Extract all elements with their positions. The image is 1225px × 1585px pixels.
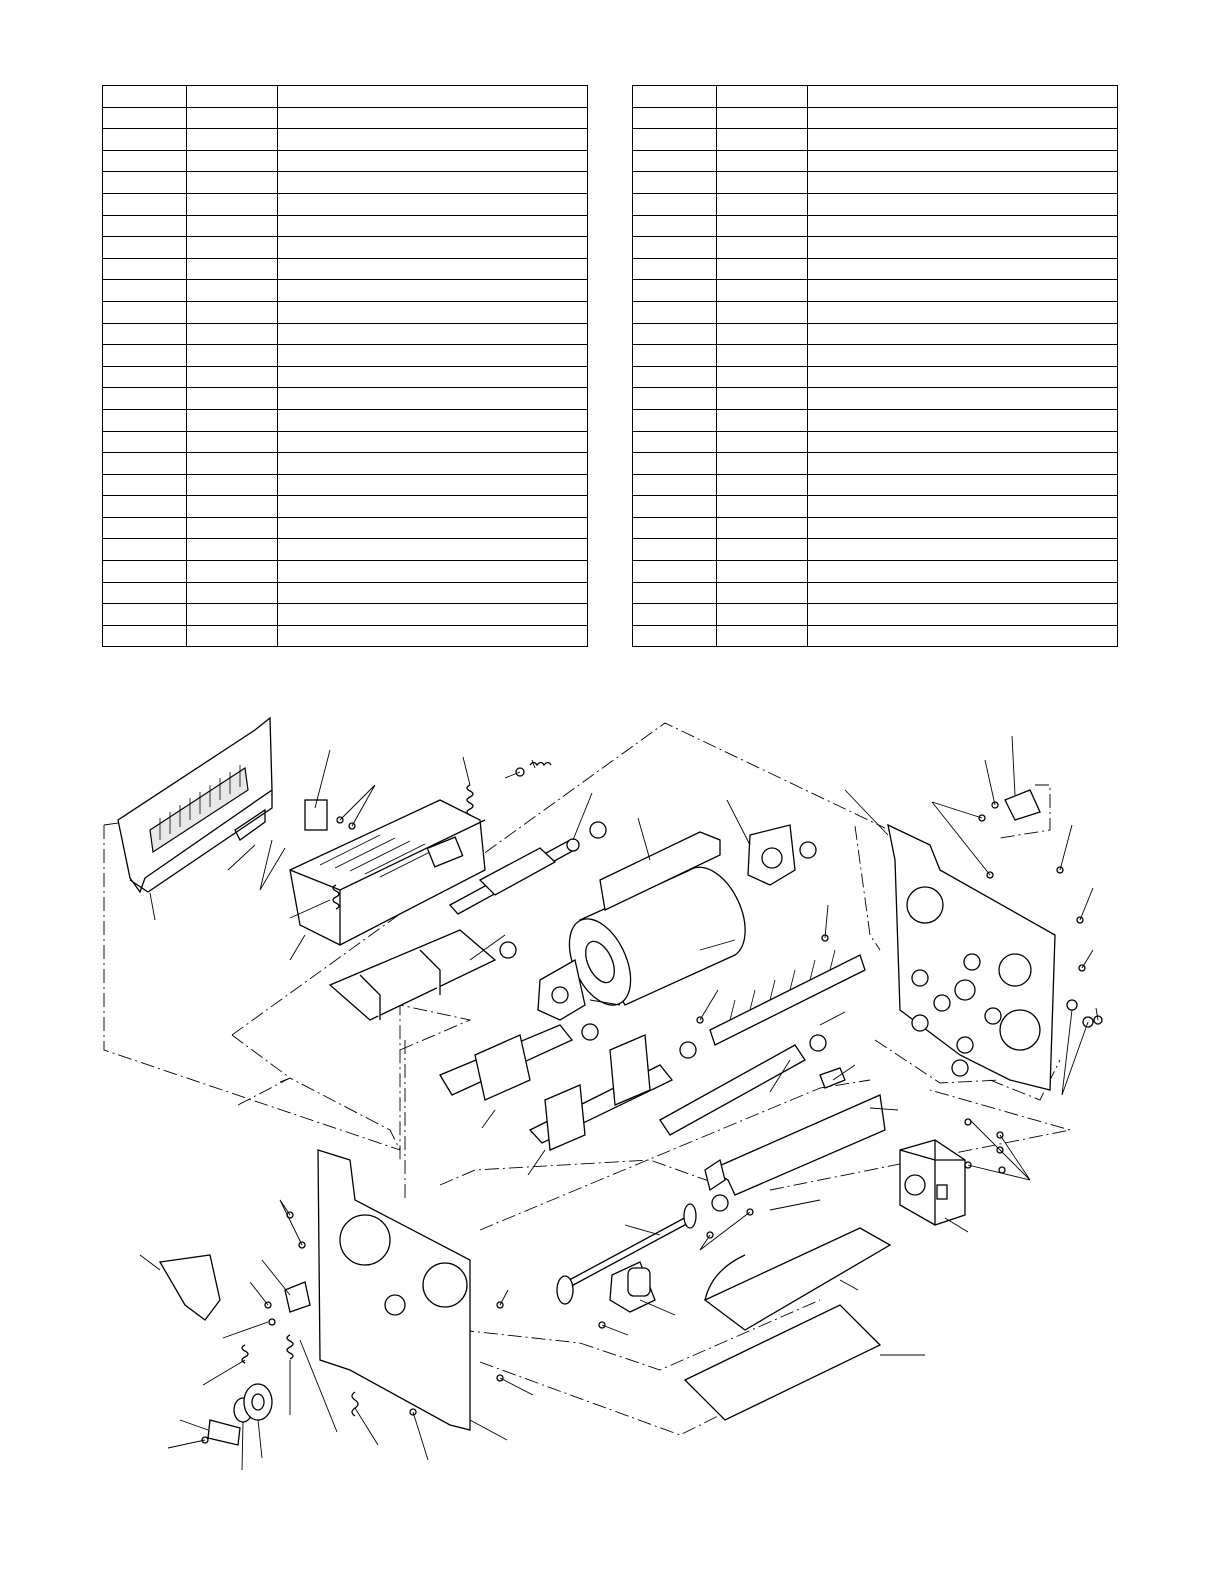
table-cell	[187, 625, 278, 647]
table-cell	[717, 172, 808, 194]
table-cell	[187, 280, 278, 302]
table-cell	[717, 150, 808, 172]
table-cell	[717, 86, 808, 108]
table-row	[633, 107, 1118, 129]
table-cell	[278, 86, 588, 108]
table-row	[103, 301, 588, 323]
table-cell	[808, 280, 1118, 302]
table-cell	[633, 215, 717, 237]
table-cell	[717, 280, 808, 302]
table-cell	[187, 172, 278, 194]
table-cell	[717, 517, 808, 539]
table-cell	[187, 193, 278, 215]
table-cell	[278, 388, 588, 410]
table-cell	[103, 345, 187, 367]
table-cell	[278, 366, 588, 388]
table-cell	[633, 366, 717, 388]
table-cell	[633, 280, 717, 302]
table-cell	[278, 107, 588, 129]
table-cell	[633, 582, 717, 604]
table-cell	[717, 453, 808, 475]
table-row	[103, 215, 588, 237]
table-cell	[808, 193, 1118, 215]
table-cell	[808, 582, 1118, 604]
table-row	[633, 517, 1118, 539]
table-cell	[633, 107, 717, 129]
table-cell	[278, 517, 588, 539]
table-cell	[103, 86, 187, 108]
table-cell	[633, 193, 717, 215]
table-cell	[187, 517, 278, 539]
table-cell	[808, 215, 1118, 237]
table-cell	[103, 561, 187, 583]
table-cell	[633, 172, 717, 194]
left-side-frame	[160, 1150, 470, 1445]
table-row	[633, 193, 1118, 215]
table-row	[103, 496, 588, 518]
table-cell	[278, 496, 588, 518]
table-cell	[187, 431, 278, 453]
table-cell	[103, 258, 187, 280]
table-row	[103, 539, 588, 561]
table-cell	[103, 409, 187, 431]
table-row	[633, 496, 1118, 518]
table-cell	[103, 474, 187, 496]
table-cell	[103, 431, 187, 453]
table-cell	[187, 409, 278, 431]
table-row	[103, 604, 588, 626]
table-row	[103, 625, 588, 647]
table-cell	[103, 366, 187, 388]
table-cell	[717, 215, 808, 237]
table-cell	[187, 453, 278, 475]
table-cell	[278, 280, 588, 302]
table-row	[103, 258, 588, 280]
table-cell	[103, 172, 187, 194]
table-row	[103, 129, 588, 151]
table-cell	[187, 86, 278, 108]
table-cell	[808, 496, 1118, 518]
table-cell	[278, 258, 588, 280]
stepper-motor	[900, 1140, 965, 1225]
reference-lines	[104, 723, 1070, 1435]
table-cell	[717, 258, 808, 280]
table-cell	[633, 496, 717, 518]
table-cell	[103, 625, 187, 647]
table-row	[633, 604, 1118, 626]
table-cell	[187, 539, 278, 561]
table-row	[103, 561, 588, 583]
table-row	[633, 453, 1118, 475]
table-cell	[278, 604, 588, 626]
table-row	[103, 474, 588, 496]
upper-guide-unit	[290, 800, 485, 945]
table-cell	[187, 323, 278, 345]
table-row	[103, 107, 588, 129]
table-cell	[717, 604, 808, 626]
parts-list-table-left	[102, 85, 588, 647]
table-cell	[717, 301, 808, 323]
table-cell	[633, 517, 717, 539]
table-row	[633, 409, 1118, 431]
table-row	[103, 237, 588, 259]
table-row	[633, 388, 1118, 410]
table-cell	[103, 215, 187, 237]
table-cell	[103, 301, 187, 323]
table-row	[633, 129, 1118, 151]
table-cell	[103, 582, 187, 604]
table-row	[103, 280, 588, 302]
table-cell	[633, 409, 717, 431]
table-cell	[717, 474, 808, 496]
table-cell	[633, 539, 717, 561]
table-cell	[187, 107, 278, 129]
table-cell	[633, 323, 717, 345]
table-cell	[103, 193, 187, 215]
table-cell	[103, 604, 187, 626]
table-cell	[103, 496, 187, 518]
table-cell	[808, 323, 1118, 345]
table-cell	[717, 129, 808, 151]
table-cell	[278, 625, 588, 647]
table-row	[633, 237, 1118, 259]
table-cell	[633, 604, 717, 626]
table-cell	[808, 604, 1118, 626]
table-cell	[633, 474, 717, 496]
table-row	[633, 258, 1118, 280]
table-cell	[187, 582, 278, 604]
table-cell	[717, 388, 808, 410]
table-cell	[187, 345, 278, 367]
table-row	[103, 172, 588, 194]
table-cell	[278, 409, 588, 431]
table-row	[103, 388, 588, 410]
table-cell	[278, 561, 588, 583]
table-cell	[808, 453, 1118, 475]
table-cell	[278, 150, 588, 172]
table-cell	[717, 366, 808, 388]
table-cell	[808, 237, 1118, 259]
table-row	[633, 366, 1118, 388]
table-row	[103, 453, 588, 475]
table-row	[633, 215, 1118, 237]
table-cell	[187, 215, 278, 237]
table-cell	[103, 237, 187, 259]
table-row	[103, 323, 588, 345]
table-row	[103, 345, 588, 367]
table-row	[633, 561, 1118, 583]
table-cell	[633, 150, 717, 172]
table-cell	[103, 323, 187, 345]
table-cell	[278, 539, 588, 561]
table-row	[633, 280, 1118, 302]
table-cell	[717, 496, 808, 518]
table-cell	[808, 625, 1118, 647]
table-cell	[808, 129, 1118, 151]
table-cell	[278, 129, 588, 151]
table-row	[633, 474, 1118, 496]
table-cell	[808, 409, 1118, 431]
drive-shaft	[557, 1204, 696, 1312]
table-cell	[278, 323, 588, 345]
top-cover-panel	[118, 718, 272, 892]
platen-drum	[557, 832, 745, 1015]
table-cell	[103, 150, 187, 172]
exploded-parts-diagram	[0, 700, 1225, 1560]
table-cell	[187, 604, 278, 626]
table-cell	[808, 301, 1118, 323]
table-cell	[808, 517, 1118, 539]
table-cell	[808, 86, 1118, 108]
table-cell	[278, 193, 588, 215]
table-row	[633, 172, 1118, 194]
table-cell	[103, 388, 187, 410]
table-cell	[187, 366, 278, 388]
table-cell	[278, 474, 588, 496]
table-row	[633, 539, 1118, 561]
table-cell	[633, 453, 717, 475]
table-cell	[187, 237, 278, 259]
table-row	[633, 431, 1118, 453]
table-cell	[278, 431, 588, 453]
parts-list-table-right	[632, 85, 1118, 647]
table-row	[633, 301, 1118, 323]
table-cell	[278, 301, 588, 323]
table-cell	[633, 258, 717, 280]
table-cell	[633, 301, 717, 323]
table-cell	[278, 237, 588, 259]
table-cell	[633, 388, 717, 410]
table-cell	[187, 129, 278, 151]
table-cell	[187, 301, 278, 323]
table-row	[103, 431, 588, 453]
table-cell	[187, 150, 278, 172]
table-cell	[278, 453, 588, 475]
table-cell	[808, 561, 1118, 583]
table-cell	[717, 345, 808, 367]
table-row	[633, 625, 1118, 647]
table-cell	[808, 107, 1118, 129]
table-cell	[103, 517, 187, 539]
table-cell	[808, 539, 1118, 561]
table-cell	[103, 129, 187, 151]
table-cell	[633, 237, 717, 259]
table-cell	[717, 409, 808, 431]
table-cell	[717, 237, 808, 259]
table-cell	[633, 625, 717, 647]
table-cell	[808, 150, 1118, 172]
table-row	[103, 517, 588, 539]
table-cell	[103, 453, 187, 475]
table-row	[633, 323, 1118, 345]
table-cell	[278, 215, 588, 237]
table-cell	[633, 129, 717, 151]
table-cell	[633, 345, 717, 367]
table-cell	[187, 388, 278, 410]
table-row	[103, 193, 588, 215]
table-row	[103, 409, 588, 431]
table-cell	[717, 107, 808, 129]
guide-bars	[660, 950, 885, 1195]
table-row	[633, 582, 1118, 604]
table-cell	[808, 172, 1118, 194]
table-row	[633, 150, 1118, 172]
table-cell	[808, 345, 1118, 367]
table-cell	[808, 431, 1118, 453]
table-cell	[808, 388, 1118, 410]
table-cell	[808, 258, 1118, 280]
table-cell	[633, 431, 717, 453]
table-cell	[808, 366, 1118, 388]
table-cell	[278, 345, 588, 367]
table-cell	[717, 582, 808, 604]
table-cell	[633, 86, 717, 108]
table-row	[103, 86, 588, 108]
table-row	[103, 150, 588, 172]
table-cell	[717, 539, 808, 561]
table-cell	[717, 193, 808, 215]
table-row	[633, 86, 1118, 108]
table-cell	[187, 561, 278, 583]
table-cell	[717, 625, 808, 647]
table-cell	[187, 258, 278, 280]
table-cell	[808, 474, 1118, 496]
table-row	[633, 345, 1118, 367]
table-cell	[717, 431, 808, 453]
table-row	[103, 582, 588, 604]
table-cell	[717, 323, 808, 345]
table-cell	[187, 474, 278, 496]
table-cell	[717, 561, 808, 583]
table-cell	[103, 280, 187, 302]
table-cell	[187, 496, 278, 518]
table-cell	[633, 561, 717, 583]
table-cell	[103, 107, 187, 129]
table-cell	[278, 582, 588, 604]
table-cell	[103, 539, 187, 561]
table-cell	[278, 172, 588, 194]
table-row	[103, 366, 588, 388]
